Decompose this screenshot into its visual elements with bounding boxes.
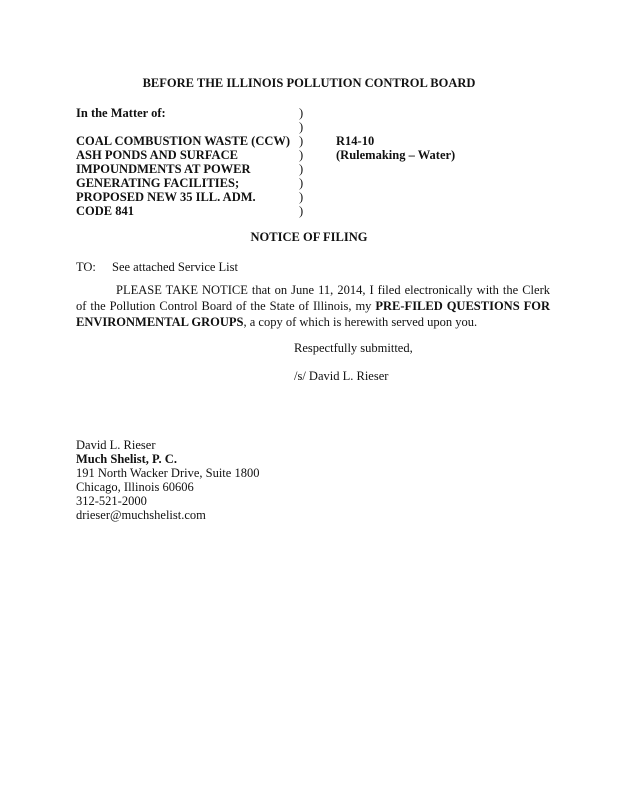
caption-paren: ) [299,162,304,176]
notice-text-part2: , a copy of which is herewith served upon you. [243,315,478,329]
document-heading: BEFORE THE ILLINOIS POLLUTION CONTROL BOARD [142,76,476,90]
caption-paren: ) [299,190,304,204]
caption-line-2: ASH PONDS AND SURFACE [76,148,238,162]
caption-paren: ) [299,120,304,134]
caption-line-3: IMPOUNDMENTS AT POWER [76,162,251,176]
address-email: drieser@muchshelist.com [76,508,206,522]
address-name: David L. Rieser [76,438,156,452]
caption-line-5: PROPOSED NEW 35 ILL. ADM. [76,190,256,204]
case-number: R14-10 [336,134,375,148]
caption-line-6: CODE 841 [76,204,134,218]
caption-paren: ) [299,134,304,148]
address-street: 191 North Wacker Drive, Suite 1800 [76,466,260,480]
notice-text-bold: PRE-FILED QUESTIONS FOR ENVIRONMENTAL GROUPS [76,299,550,329]
closing: Respectfully submitted, [294,341,413,355]
caption-paren: ) [299,204,304,218]
caption-line-1: COAL COMBUSTION WASTE (CCW) [76,134,291,148]
address-city: Chicago, Illinois 60606 [76,480,194,494]
caption-line-4: GENERATING FACILITIES; [76,176,240,190]
to-value: See attached Service List [112,260,238,274]
caption-paren: ) [299,176,304,190]
matter-label: In the Matter of: [76,106,166,120]
address-firm: Much Shelist, P. C. [76,452,177,466]
notice-paragraph [76,282,550,330]
caption-paren: ) [299,148,304,162]
to-label: TO: [76,260,96,274]
caption-paren: ) [299,106,304,120]
case-type: (Rulemaking – Water) [336,148,456,162]
signature: /s/ David L. Rieser [294,369,389,383]
notice-title: NOTICE OF FILING [250,230,368,244]
address-phone: 312-521-2000 [76,494,147,508]
notice-text-part1: PLEASE TAKE NOTICE that on June 11, 2014, I filed electronically with the Clerk of the Pollution Control Board of the State of Illinois, my [76,283,550,313]
